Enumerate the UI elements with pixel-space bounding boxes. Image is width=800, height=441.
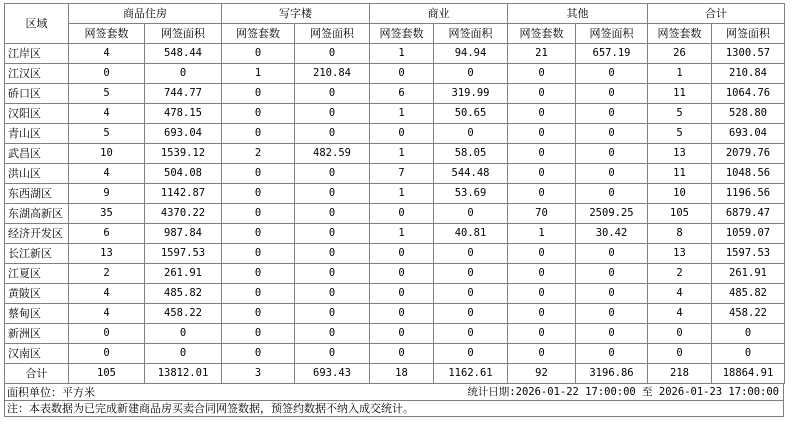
table-row — [5, 204, 785, 224]
data-cell: 657.19 — [576, 44, 648, 64]
data-cell: 4 — [69, 284, 145, 304]
data-cell: 0 — [295, 304, 370, 324]
data-cell: 0 — [295, 124, 370, 144]
data-cell: 0 — [370, 204, 434, 224]
data-cell: 693.04 — [145, 124, 222, 144]
data-cell: 13 — [69, 244, 145, 264]
data-cell: 0 — [434, 264, 508, 284]
table-row — [5, 44, 785, 64]
region-name: 经济开发区 — [5, 224, 69, 244]
data-cell: 5 — [648, 124, 712, 144]
data-cell: 0 — [508, 64, 576, 84]
data-cell: 0 — [295, 104, 370, 124]
data-cell: 0 — [222, 224, 295, 244]
data-cell: 1597.53 — [712, 244, 785, 264]
data-cell: 0 — [508, 184, 576, 204]
data-cell: 0 — [370, 124, 434, 144]
sales-table — [4, 3, 785, 384]
data-cell: 0 — [508, 264, 576, 284]
sub-header-count: 网签套数 — [648, 24, 712, 44]
table-row — [5, 324, 785, 344]
data-cell: 10 — [69, 144, 145, 164]
data-cell: 0 — [434, 204, 508, 224]
region-name: 汉南区 — [5, 344, 69, 364]
total-cell: 92 — [508, 364, 576, 384]
data-cell: 0 — [295, 204, 370, 224]
sub-header-count: 网签套数 — [222, 24, 295, 44]
data-cell: 4 — [69, 164, 145, 184]
data-cell: 0 — [508, 324, 576, 344]
table-row — [5, 304, 785, 324]
data-cell: 0 — [434, 284, 508, 304]
group-header-residential: 商品住房 — [69, 4, 222, 24]
data-cell: 544.48 — [434, 164, 508, 184]
data-cell: 0 — [295, 224, 370, 244]
data-cell: 0 — [145, 344, 222, 364]
data-cell: 2 — [222, 144, 295, 164]
data-cell: 0 — [576, 144, 648, 164]
data-cell: 261.91 — [145, 264, 222, 284]
region-name: 新洲区 — [5, 324, 69, 344]
data-cell: 6 — [69, 224, 145, 244]
group-header-office: 写字楼 — [222, 4, 370, 24]
data-cell: 0 — [508, 84, 576, 104]
data-cell: 0 — [222, 324, 295, 344]
data-cell: 1048.56 — [712, 164, 785, 184]
data-cell: 0 — [222, 104, 295, 124]
data-cell: 0 — [222, 284, 295, 304]
data-cell: 10 — [648, 184, 712, 204]
data-cell: 1142.87 — [145, 184, 222, 204]
data-cell: 5 — [69, 84, 145, 104]
data-cell: 7 — [370, 164, 434, 184]
data-cell: 0 — [508, 344, 576, 364]
data-cell: 0 — [434, 304, 508, 324]
sales-report — [4, 3, 794, 417]
data-cell: 0 — [222, 84, 295, 104]
data-cell: 0 — [69, 344, 145, 364]
region-name: 蔡甸区 — [5, 304, 69, 324]
region-name: 江岸区 — [5, 44, 69, 64]
data-cell: 0 — [576, 64, 648, 84]
data-cell: 0 — [370, 344, 434, 364]
data-cell: 0 — [295, 284, 370, 304]
data-cell: 4 — [69, 304, 145, 324]
data-cell: 0 — [434, 324, 508, 344]
total-cell: 13812.01 — [145, 364, 222, 384]
data-cell: 0 — [222, 264, 295, 284]
footer-info — [4, 384, 784, 401]
data-cell: 1 — [370, 44, 434, 64]
data-cell: 0 — [576, 284, 648, 304]
data-cell: 458.22 — [145, 304, 222, 324]
total-row — [5, 364, 785, 384]
data-cell: 0 — [295, 44, 370, 64]
data-cell: 4 — [69, 44, 145, 64]
data-cell: 0 — [576, 344, 648, 364]
data-cell: 0 — [370, 244, 434, 264]
data-cell: 105 — [648, 204, 712, 224]
data-cell: 504.08 — [145, 164, 222, 184]
data-cell: 0 — [222, 44, 295, 64]
data-cell: 1196.56 — [712, 184, 785, 204]
data-cell: 70 — [508, 204, 576, 224]
total-cell: 18 — [370, 364, 434, 384]
data-cell: 53.69 — [434, 184, 508, 204]
data-cell: 30.42 — [576, 224, 648, 244]
data-cell: 13 — [648, 144, 712, 164]
data-cell: 0 — [576, 184, 648, 204]
data-cell: 0 — [295, 324, 370, 344]
data-cell: 4 — [648, 304, 712, 324]
data-cell: 5 — [648, 104, 712, 124]
data-cell: 9 — [69, 184, 145, 204]
data-cell: 548.44 — [145, 44, 222, 64]
table-row — [5, 224, 785, 244]
data-cell: 0 — [576, 264, 648, 284]
region-name: 东西湖区 — [5, 184, 69, 204]
data-cell: 210.84 — [712, 64, 785, 84]
data-cell: 319.99 — [434, 84, 508, 104]
data-cell: 0 — [295, 264, 370, 284]
sub-header-area: 网签面积 — [145, 24, 222, 44]
data-cell: 0 — [295, 344, 370, 364]
data-cell: 0 — [222, 304, 295, 324]
data-cell: 1059.07 — [712, 224, 785, 244]
sub-header-area: 网签面积 — [712, 24, 785, 44]
region-name: 江汉区 — [5, 64, 69, 84]
data-cell: 485.82 — [145, 284, 222, 304]
sub-header-count: 网签套数 — [69, 24, 145, 44]
region-name: 汉阳区 — [5, 104, 69, 124]
data-cell: 0 — [576, 324, 648, 344]
sub-header-count: 网签套数 — [508, 24, 576, 44]
data-cell: 11 — [648, 164, 712, 184]
data-cell: 0 — [508, 164, 576, 184]
data-cell: 0 — [222, 244, 295, 264]
data-cell: 0 — [712, 324, 785, 344]
data-cell: 50.65 — [434, 104, 508, 124]
sub-header-count: 网签套数 — [370, 24, 434, 44]
table-row — [5, 164, 785, 184]
data-cell: 0 — [508, 244, 576, 264]
region-header: 区域 — [5, 4, 69, 44]
data-cell: 482.59 — [295, 144, 370, 164]
data-cell: 987.84 — [145, 224, 222, 244]
region-name: 长江新区 — [5, 244, 69, 264]
data-cell: 2 — [69, 264, 145, 284]
data-cell: 94.94 — [434, 44, 508, 64]
data-cell: 0 — [712, 344, 785, 364]
data-cell: 0 — [295, 164, 370, 184]
data-cell: 0 — [370, 264, 434, 284]
region-name: 武昌区 — [5, 144, 69, 164]
data-cell: 1 — [370, 184, 434, 204]
table-row — [5, 264, 785, 284]
data-cell: 0 — [576, 304, 648, 324]
data-cell: 8 — [648, 224, 712, 244]
data-cell: 2079.76 — [712, 144, 785, 164]
data-cell: 693.04 — [712, 124, 785, 144]
data-cell: 5 — [69, 124, 145, 144]
footnote: 注：本表数据为已完成新建商品房买卖合同网签数据，预签约数据不纳入成交统计。 — [4, 401, 784, 417]
data-cell: 0 — [145, 324, 222, 344]
data-cell: 13 — [648, 244, 712, 264]
data-cell: 40.81 — [434, 224, 508, 244]
data-cell: 2509.25 — [576, 204, 648, 224]
data-cell: 1 — [370, 224, 434, 244]
data-cell: 26 — [648, 44, 712, 64]
data-cell: 1064.76 — [712, 84, 785, 104]
total-cell: 693.43 — [295, 364, 370, 384]
data-cell: 1 — [370, 144, 434, 164]
total-cell: 18864.91 — [712, 364, 785, 384]
data-cell: 1 — [370, 104, 434, 124]
data-cell: 0 — [370, 64, 434, 84]
total-label: 合计 — [5, 364, 69, 384]
data-cell: 0 — [370, 304, 434, 324]
sub-header-area: 网签面积 — [295, 24, 370, 44]
group-header-total: 合计 — [648, 4, 785, 24]
group-header-commercial: 商业 — [370, 4, 508, 24]
data-cell: 0 — [145, 64, 222, 84]
total-cell: 3 — [222, 364, 295, 384]
data-cell: 0 — [434, 344, 508, 364]
data-cell: 2 — [648, 264, 712, 284]
data-cell: 210.84 — [295, 64, 370, 84]
data-cell: 58.05 — [434, 144, 508, 164]
data-cell: 0 — [576, 104, 648, 124]
data-cell: 4 — [648, 284, 712, 304]
data-cell: 0 — [434, 64, 508, 84]
region-name: 江夏区 — [5, 264, 69, 284]
data-cell: 0 — [222, 184, 295, 204]
data-cell: 0 — [69, 64, 145, 84]
data-cell: 1300.57 — [712, 44, 785, 64]
data-cell: 0 — [648, 344, 712, 364]
stat-date: 统计日期:2026-01-22 17:00:00 至 2026-01-23 17:00:00 — [467, 386, 779, 398]
data-cell: 0 — [434, 244, 508, 264]
total-cell: 105 — [69, 364, 145, 384]
data-cell: 0 — [508, 124, 576, 144]
table-body — [5, 44, 785, 364]
table-row — [5, 244, 785, 264]
data-cell: 1 — [222, 64, 295, 84]
data-cell: 0 — [370, 324, 434, 344]
data-cell: 0 — [508, 104, 576, 124]
group-header-other: 其他 — [508, 4, 648, 24]
data-cell: 0 — [648, 324, 712, 344]
table-row — [5, 344, 785, 364]
data-cell: 6879.47 — [712, 204, 785, 224]
table-row — [5, 284, 785, 304]
data-cell: 478.15 — [145, 104, 222, 124]
data-cell: 0 — [222, 124, 295, 144]
sub-header-area: 网签面积 — [576, 24, 648, 44]
data-cell: 11 — [648, 84, 712, 104]
data-cell: 0 — [434, 124, 508, 144]
data-cell: 0 — [295, 184, 370, 204]
data-cell: 0 — [370, 284, 434, 304]
region-name: 黄陂区 — [5, 284, 69, 304]
data-cell: 0 — [576, 124, 648, 144]
sub-header-area: 网签面积 — [434, 24, 508, 44]
data-cell: 744.77 — [145, 84, 222, 104]
data-cell: 0 — [508, 144, 576, 164]
data-cell: 0 — [222, 204, 295, 224]
table-row — [5, 104, 785, 124]
data-cell: 6 — [370, 84, 434, 104]
data-cell: 528.80 — [712, 104, 785, 124]
data-cell: 0 — [69, 324, 145, 344]
region-name: 青山区 — [5, 124, 69, 144]
region-name: 洪山区 — [5, 164, 69, 184]
table-row — [5, 144, 785, 164]
table-row — [5, 184, 785, 204]
data-cell: 0 — [295, 244, 370, 264]
data-cell: 1 — [508, 224, 576, 244]
region-name: 东湖高新区 — [5, 204, 69, 224]
data-cell: 0 — [576, 244, 648, 264]
data-cell: 261.91 — [712, 264, 785, 284]
data-cell: 21 — [508, 44, 576, 64]
data-cell: 1539.12 — [145, 144, 222, 164]
data-cell: 485.82 — [712, 284, 785, 304]
area-unit: 面积单位：平方米 — [7, 386, 95, 399]
data-cell: 4370.22 — [145, 204, 222, 224]
data-cell: 0 — [508, 304, 576, 324]
data-cell: 1 — [648, 64, 712, 84]
total-cell: 218 — [648, 364, 712, 384]
table-row — [5, 124, 785, 144]
data-cell: 0 — [222, 164, 295, 184]
table-row — [5, 84, 785, 104]
data-cell: 4 — [69, 104, 145, 124]
table-row — [5, 64, 785, 84]
data-cell: 0 — [295, 84, 370, 104]
data-cell: 0 — [576, 164, 648, 184]
data-cell: 0 — [508, 284, 576, 304]
region-name: 硚口区 — [5, 84, 69, 104]
data-cell: 0 — [576, 84, 648, 104]
data-cell: 0 — [222, 344, 295, 364]
data-cell: 458.22 — [712, 304, 785, 324]
total-cell: 1162.61 — [434, 364, 508, 384]
data-cell: 1597.53 — [145, 244, 222, 264]
total-cell: 3196.86 — [576, 364, 648, 384]
data-cell: 35 — [69, 204, 145, 224]
